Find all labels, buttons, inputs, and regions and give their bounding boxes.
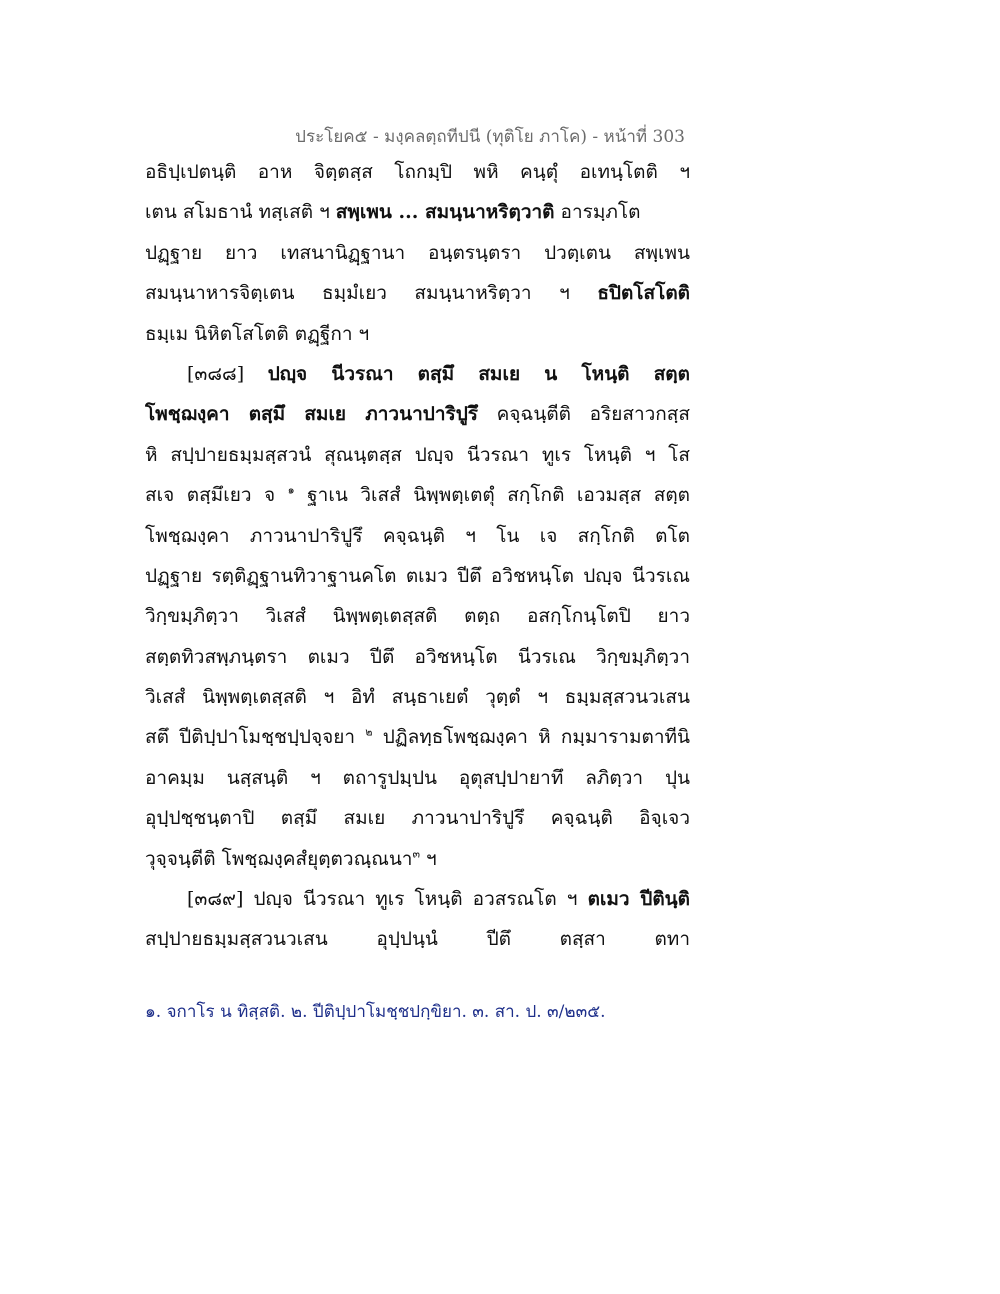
text-line xyxy=(145,314,690,354)
body-text xyxy=(145,152,690,960)
running-header: ประโยค๕ - มงฺคลตฺถทีปนี (ทุติโย ภาโค) - หน้าที่ 303 xyxy=(295,127,685,147)
text-segment: วิเสสํ นิพฺพตฺเตสฺสติ ฯ อิทํ สนฺธาเยตํ วุตฺตํ ฯ ธมฺมสฺสวนวเสน xyxy=(145,686,690,709)
text-segment: ปฏิลทฺธโพชฺฌงฺคา หิ กมฺมารามตาทีนิ xyxy=(372,726,690,749)
text-segment: โพชฺฌงฺคา ภาวนาปาริปูรึ คจฺฉนฺติ ฯ โน เจ สกฺโกติ ตโต xyxy=(145,524,690,547)
text-line xyxy=(145,354,690,394)
footnote-marker: ๒ xyxy=(365,726,373,740)
text-segment: เตน สโมธานํ ทสฺเสติ ฯ xyxy=(145,201,336,224)
text-segment: [๓๘๙] ปญฺจ นีวรณา ทูเร โหนฺติ อวสรณโต ฯ xyxy=(187,888,588,911)
text-line xyxy=(145,516,690,556)
text-segment: อุปฺปชฺชนฺตาปิ ตสฺมึ สมเย ภาวนาปาริปูรึ คจฺฉนฺติ อิจฺเจว xyxy=(145,807,690,830)
bold-term: ตเมว ปีตินฺติ xyxy=(587,888,690,911)
text-segment: สเจ ตสฺมึเยว จ xyxy=(145,484,288,507)
text-line xyxy=(145,637,690,677)
text-line xyxy=(145,273,690,313)
text-line xyxy=(145,839,690,879)
text-segment: สปฺปายธมฺมสฺสวนวเสน อุปฺปนฺนํ ปีตึ ตสฺสา ตทา xyxy=(145,928,690,951)
text-line xyxy=(145,677,690,717)
text-line xyxy=(145,798,690,838)
text-line xyxy=(145,435,690,475)
text-line xyxy=(145,919,690,959)
text-line xyxy=(145,192,690,232)
footnote-marker: ๓ xyxy=(412,847,421,861)
text-line xyxy=(145,394,690,434)
text-line xyxy=(145,233,690,273)
footnotes: ๑. จกาโร น ทิสฺสติ. ๒. ปีติปฺปาโมชฺชปกฺขิยา. ๓. สา. ป. ๓/๒๓๕. xyxy=(145,1002,606,1022)
bold-term: ธปิตโสโตติ xyxy=(597,282,690,305)
text-segment: ปฏฺฐาย ยาว เทสนานิฏฺฐานา อนฺตรนฺตรา ปวตฺเตน สพฺเพน xyxy=(145,241,690,264)
text-segment: [๓๘๘] xyxy=(187,362,268,385)
text-segment: อธิปฺเปตนฺติ อาห จิตฺตสฺส โถกมฺปิ พหิ คนฺตุํ อเทนฺโตติ ฯ xyxy=(145,161,690,183)
footnote-marker: ๑ xyxy=(287,483,295,497)
text-line xyxy=(145,758,690,798)
text-segment: สตึ ปีติปฺปาโมชฺชปฺปจฺจยา xyxy=(145,726,366,749)
text-line xyxy=(145,717,690,757)
text-segment: ปฏฺฐาย รตฺติฏฺฐานทิวาฐานคโต ตเมว ปีตึ อวิชหนฺโต ปญฺจ นีวรเณ xyxy=(145,564,690,587)
text-segment: ฯ xyxy=(420,847,437,870)
text-line xyxy=(145,596,690,636)
bold-term: โพชฺฌงฺคา ตสฺมึ สมเย ภาวนาปาริปูรึ xyxy=(145,403,478,426)
text-segment: อาคมฺม นสฺสนฺติ ฯ ตถารูปมฺปน อุตุสปฺปายาทึ ลภิตฺวา ปุน xyxy=(145,766,690,789)
text-line xyxy=(145,152,690,192)
text-segment: อารมฺภโต xyxy=(554,201,641,224)
text-segment: สมนฺนาหารจิตฺเตน ธมฺมํเยว สมนฺนาหริตฺวา ฯ xyxy=(145,282,598,305)
text-segment: ธมฺเม นิหิตโสโตติ ตฏฺฐีกา ฯ xyxy=(145,322,370,345)
text-segment: หิ สปฺปายธมฺมสฺสวนํ สุณนฺตสฺส ปญฺจ นีวรณา ทูเร โหนฺติ ฯ โส xyxy=(145,443,690,466)
text-line xyxy=(145,556,690,596)
text-segment: ฐาเน วิเสสํ นิพฺพตฺเตตุํ สกฺโกติ เอวมสฺส สตฺต xyxy=(294,484,690,507)
text-segment: คจฺฉนฺตีติ อริยสาวกสฺส xyxy=(477,403,690,426)
text-segment: วิกฺขมฺภิตฺวา วิเสสํ นิพฺพตฺเตสฺสติ ตตฺถ อสกฺโกนฺโตปิ ยาว xyxy=(145,605,690,628)
text-segment: วุจฺจนฺตีติ โพชฺฌงฺคสํยุตฺตวณฺณนา xyxy=(145,847,413,870)
text-line xyxy=(145,475,690,515)
bold-term: ปญฺจ นีวรณา ตสฺมึ สมเย น โหนฺติ สตฺต xyxy=(267,362,690,385)
text-segment: สตฺตทิวสพฺภนฺตรา ตเมว ปีตึ อวิชหนฺโต นีวรเณ วิกฺขมฺภิตฺวา xyxy=(145,645,690,668)
bold-term: สพฺเพน ... สมนฺนาหริตฺวาติ xyxy=(335,201,555,224)
text-line xyxy=(145,879,690,919)
